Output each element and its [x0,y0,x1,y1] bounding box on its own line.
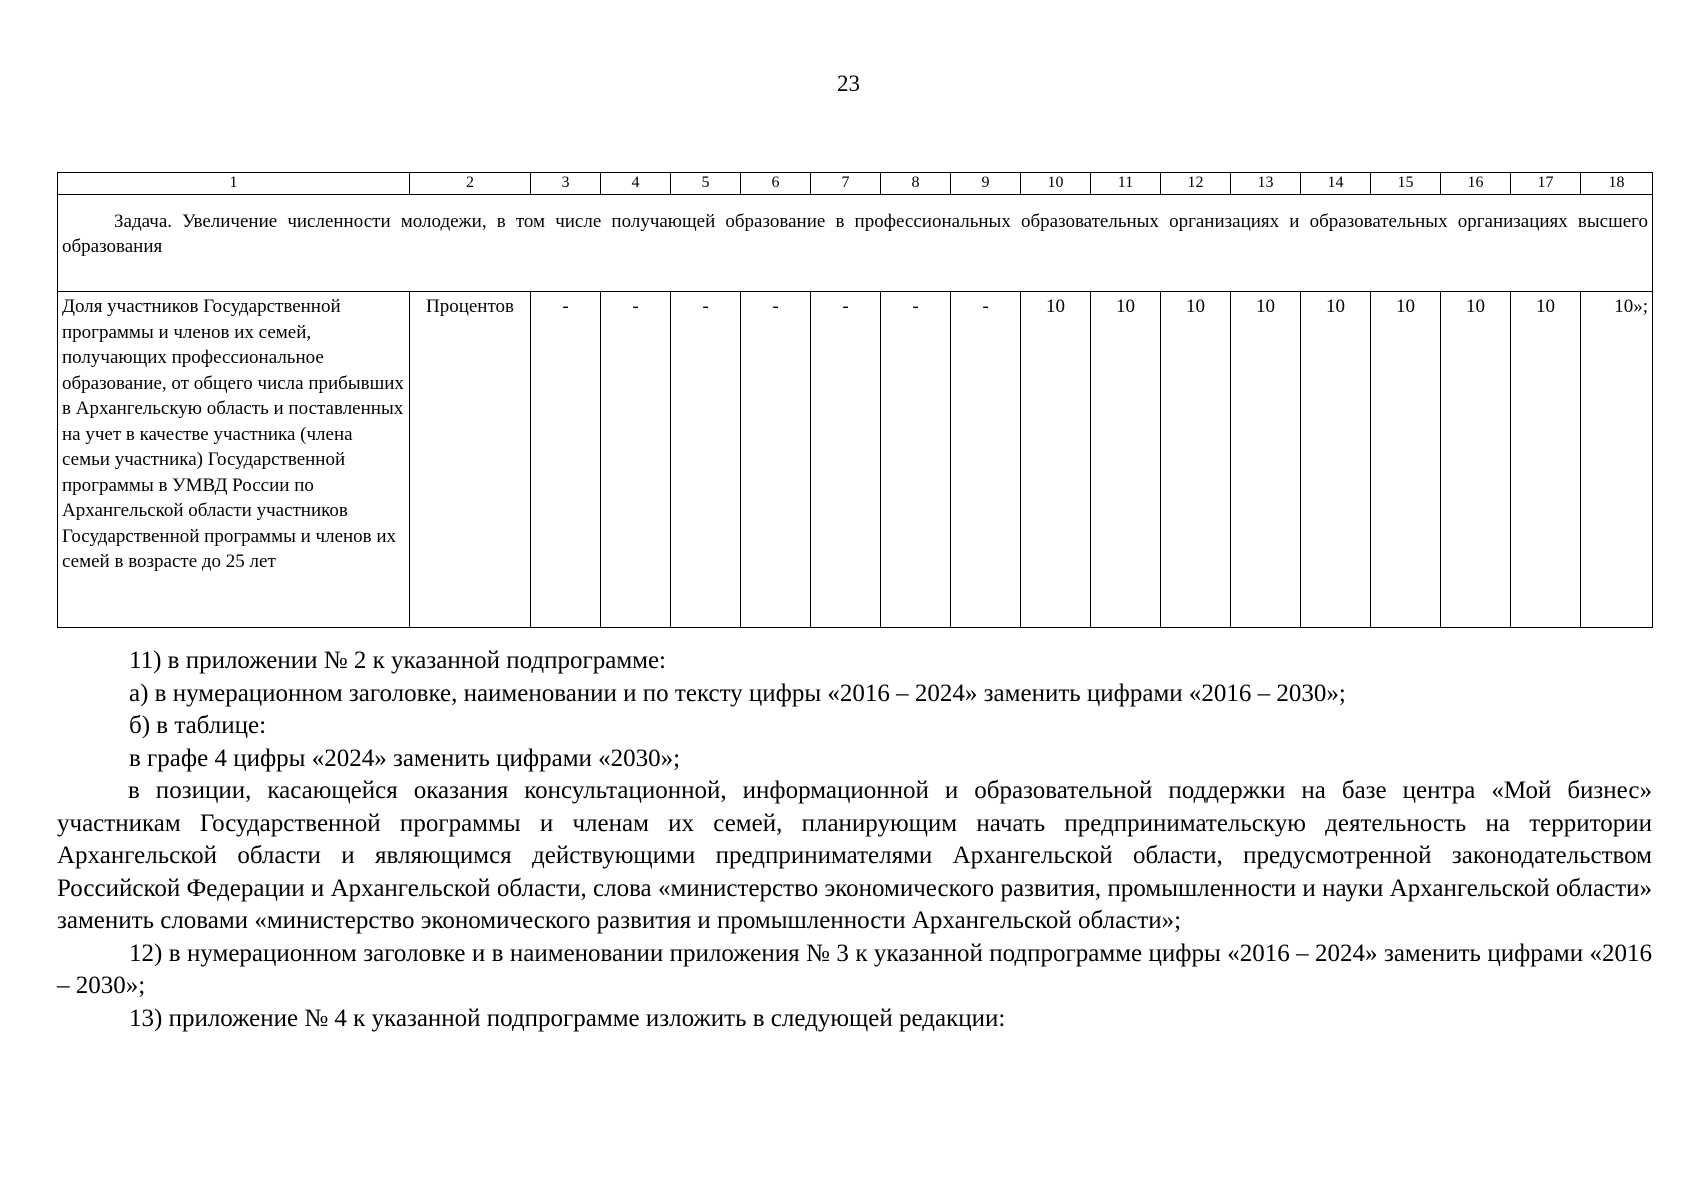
table-row [58,292,1653,628]
column-number: 3 [531,173,601,195]
paragraph: в графе 4 цифры «2024» заменить цифрами «2030»; [129,744,681,772]
column-number: 5 [671,173,741,195]
paragraph: в позиции, касающейся оказания консультационной, информационной и образовательной поддержки на базе центра «Мой бизнес» участникам Государственной программы и членам их семей, планирующим начать предпринимательскую деятельность на территории Архангельской области и являющимся действующими предпринимателями Архангельской области, предусмотренной законодательством Российской Федерации и Архангельской области, слова «министерство экономического развития, промышленности и науки Архангельской области» заменить словами «министерство экономического развития и промышленности Архангельской области»; [57,777,1652,934]
column-number: 13 [1231,173,1301,195]
column-number: 8 [881,173,951,195]
column-number: 1 [58,173,410,195]
column-number-row [58,173,1653,195]
column-number: 6 [741,173,811,195]
value-cell: 10 [1441,292,1511,628]
column-number: 11 [1091,173,1161,195]
value-cell: - [881,292,951,628]
value-cell: - [951,292,1021,628]
column-number: 2 [410,173,531,195]
paragraph: 12) в нумерационном заголовке и в наименовании приложения № 3 к указанной подпрограмме цифры «2016 – 2024» заменить цифрами «2016 – 2030»; [57,939,1652,999]
column-number: 4 [601,173,671,195]
task-row [58,195,1653,292]
column-number: 16 [1441,173,1511,195]
column-number: 9 [951,173,1021,195]
value-cell: 10 [1091,292,1161,628]
column-number: 14 [1301,173,1371,195]
value-cell: - [671,292,741,628]
paragraph: 11) в приложении № 2 к указанной подпрограмме: [129,647,666,674]
paragraph: б) в таблице: [129,712,267,739]
column-number: 10 [1021,173,1091,195]
value-cell: 10 [1231,292,1301,628]
value-cell: - [601,292,671,628]
task-cell [58,195,1653,292]
page-number: 23 [837,71,860,96]
value-cell: 10 [1371,292,1441,628]
paragraph: 13) приложение № 4 к указанной подпрограмме изложить в следующей редакции: [129,1004,1006,1032]
value-cell: - [811,292,881,628]
column-number: 17 [1511,173,1581,195]
task-text: Задача. Увеличение численности молодежи, в том числе получающей образование в профессиональных образовательных организациях и образовательных организациях высшего образования [62,211,1648,257]
value-cell: 10 [1511,292,1581,628]
value-cell: 10 [1161,292,1231,628]
value-cell: - [741,292,811,628]
indicators-table [57,172,1653,628]
column-number: 7 [811,173,881,195]
value-cell: 10 [1301,292,1371,628]
column-number: 18 [1581,173,1653,195]
value-cell: 10»; [1581,292,1653,628]
paragraph: а) в нумерационном заголовке, наименовании и по тексту цифры «2016 – 2024» заменить цифрами «2016 – 2030»; [129,679,1346,707]
value-cell: - [531,292,601,628]
indicator-name-cell: Доля участников Государственной программы и членов их семей, получающих профессиональное образование, от общего числа прибывших в Архангельскую область и поставленных на учет в качестве участника (члена семьи участника) Государственной программы в УМВД России по Архангельской области участников Государственной программы и членов их семей в возрасте до 25 лет [58,292,410,628]
column-number: 12 [1161,173,1231,195]
unit-cell: Процентов [410,292,531,628]
value-cell: 10 [1021,292,1091,628]
amendment-text [57,645,1652,1035]
column-number: 15 [1371,173,1441,195]
